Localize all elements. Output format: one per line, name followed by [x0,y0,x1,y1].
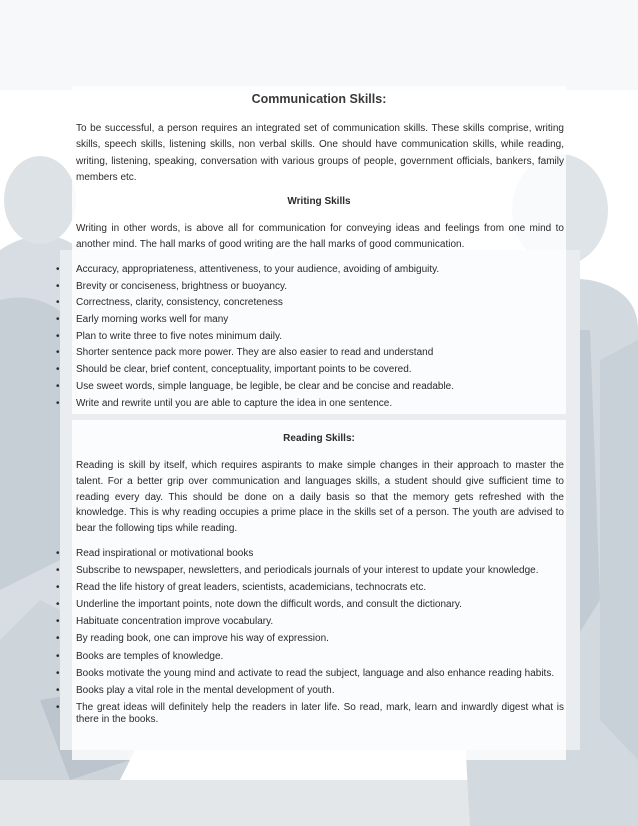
bullet-icon: • [56,667,60,679]
list-item: • Brevity or conciseness, brightness or buoyancy. [56,280,288,292]
list-item: • The great ideas will definitely help the readers in later life. So read, mark, learn and inwardly digest what is there in the books. [56,701,564,726]
bullet-icon: • [56,565,60,577]
reading-tips-list [0,548,638,731]
bullet-icon: • [56,599,60,611]
bullet-icon: • [56,347,60,359]
page-title: Communication Skills: [251,92,387,106]
writing-skills-heading: Writing Skills [287,196,351,207]
bullet-icon: • [56,314,60,326]
bullet-icon: • [56,264,60,275]
list-item: • Habituate concentration improve vocabulary. [56,616,274,628]
intro-paragraph: To be successful, a person requires an integrated set of communication skills. These skills comprise, writing skills, speech skills, listening skills, non verbal skills. One should have communication skills, while reading, writing, listening, speaking, conversation with various groups of people, government officials, bankers, family members etc. [76,123,564,183]
list-item: • Use sweet words, simple language, be legible, be clear and be concise and readable. [56,380,455,392]
list-item: • Write and rewrite until you are able to capture the idea in one sentence. [56,397,393,409]
bullet-icon: • [56,364,60,376]
bullet-icon: • [56,380,60,392]
list-item: • Books play a vital role in the mental development of youth. [56,684,335,696]
list-item: • Read the life history of great leaders, scientists, academicians, technocrats etc. [56,582,427,594]
list-item: • Shorter sentence pack more power. They are also easier to read and understand [56,347,434,359]
bullet-icon: • [56,548,60,559]
list-item: • Accuracy, appropriateness, attentiveness, to your audience, avoiding of ambiguity. [56,264,440,275]
list-item: • Should be clear, brief content, conceptuality, important points to be covered. [56,364,412,376]
bullet-icon: • [56,297,60,309]
bullet-icon: • [56,684,60,696]
writing-tips-list [0,264,638,414]
list-item: • By reading book, one can improve his way of expression. [56,633,329,645]
bullet-icon: • [56,330,60,342]
bullet-icon: • [56,633,60,645]
list-item: • Correctness, clarity, consistency, concreteness [56,297,283,309]
bullet-icon: • [56,616,60,628]
reading-skills-heading: Reading Skills: [283,433,355,444]
bullet-icon: • [56,582,60,594]
list-item: • Underline the important points, note down the difficult words, and consult the dictionary. [56,599,462,611]
bullet-icon: • [56,397,60,409]
list-item: • Early morning works well for many [56,314,229,326]
writing-paragraph: Writing in other words, is above all for communication for conveying ideas and feelings from one mind to another mind. The hall marks of good writing are the hall marks of good communication. [76,223,564,251]
list-item: • Books are temples of knowledge. [56,650,224,662]
list-item: • Subscribe to newspaper, newsletters, and periodicals journals of your interest to update your knowledge. [56,565,539,577]
list-item: • Books motivate the young mind and activate to read the subject, language and also enhance reading habits. [56,667,555,679]
bullet-icon: • [56,280,60,292]
list-item: • Plan to write three to five notes minimum daily. [56,330,283,342]
bullet-icon: • [56,701,60,713]
reading-paragraph: Reading is skill by itself, which requires aspirants to make simple changes in their approach to master the talent. For a better grip over communication and languages skills, a student should give sufficient time to reading every day. This should be done on a daily basis so that the memory gets refreshed with the knowledge. This is why reading occupies a prime place in the skills set of a person. The youth are advised to bear the following tips while reading. [76,460,564,535]
bullet-icon: • [56,650,60,662]
list-item: • Read inspirational or motivational books [56,548,254,559]
